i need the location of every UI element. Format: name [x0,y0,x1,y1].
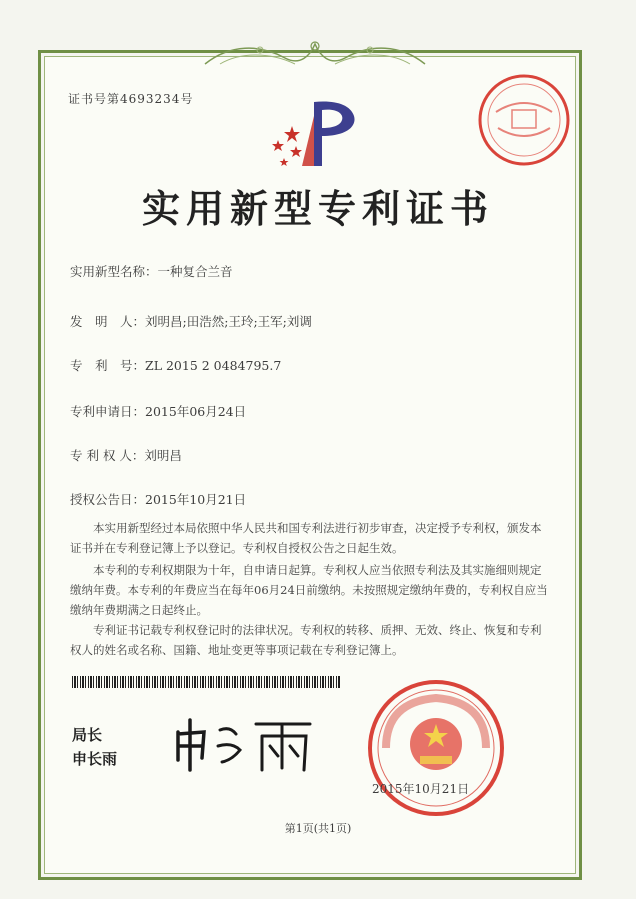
paragraph: 本专利的专利权期限为十年，自申请日起算。专利权人应当依照专利法及其实施细则规定缴纳年费。本专利的年费应当在每年06月24日前缴纳。未按照规定缴纳年费的，专利权自应当缴纳年费期满之日起终止。 [70,563,548,617]
field-label: 发 明 人： [70,314,146,329]
field-value: ZL 2015 2 0484795.7 [145,358,282,373]
field-grant-date [70,490,246,508]
field-value: 刘明昌;田浩然;王玲;王军;刘调 [145,314,312,329]
national-ip-administration-seal [366,678,506,818]
field-label: 实用新型名称： [70,264,158,279]
registration-seal [476,72,572,168]
field-application-date [70,402,246,420]
page-number: 第1页(共1页) [284,822,352,835]
top-ornament [200,36,430,70]
field-inventors [70,312,312,330]
director-signature [170,712,320,774]
barcode [72,676,340,688]
field-value: 一种复合兰音 [157,264,233,279]
field-value: 刘明昌 [144,448,182,463]
field-value: 2015年10月21日 [145,492,247,507]
certificate-number: 证书号第4693234号 [68,92,194,106]
patent-office-logo-icon [262,96,362,174]
director-title: 局长 [72,726,103,744]
field-name [70,262,233,280]
issue-date: 2015年10月21日 [372,782,470,796]
field-patentee [70,446,182,464]
field-patent-number [70,356,281,374]
director-name: 申长雨 [72,750,118,768]
paragraph: 本实用新型经过本局依照中华人民共和国专利法进行初步审查，决定授予专利权，颁发本证书并在专利登记簿上予以登记。专利权自授权公告之日起生效。 [70,521,542,555]
field-label: 授权公告日： [70,492,146,507]
document-title: 实用新型专利证书 [141,186,494,231]
field-label: 专 利 权 人： [70,448,145,463]
field-label: 专利申请日： [70,404,146,419]
paragraph: 专利证书记载专利权登记时的法律状况。专利权的转移、质押、无效、终止、恢复和专利权人的姓名或名称、国籍、地址变更等事项记载在专利登记簿上。 [70,623,542,657]
field-label: 专 利 号： [70,358,146,373]
field-value: 2015年06月24日 [145,404,247,419]
